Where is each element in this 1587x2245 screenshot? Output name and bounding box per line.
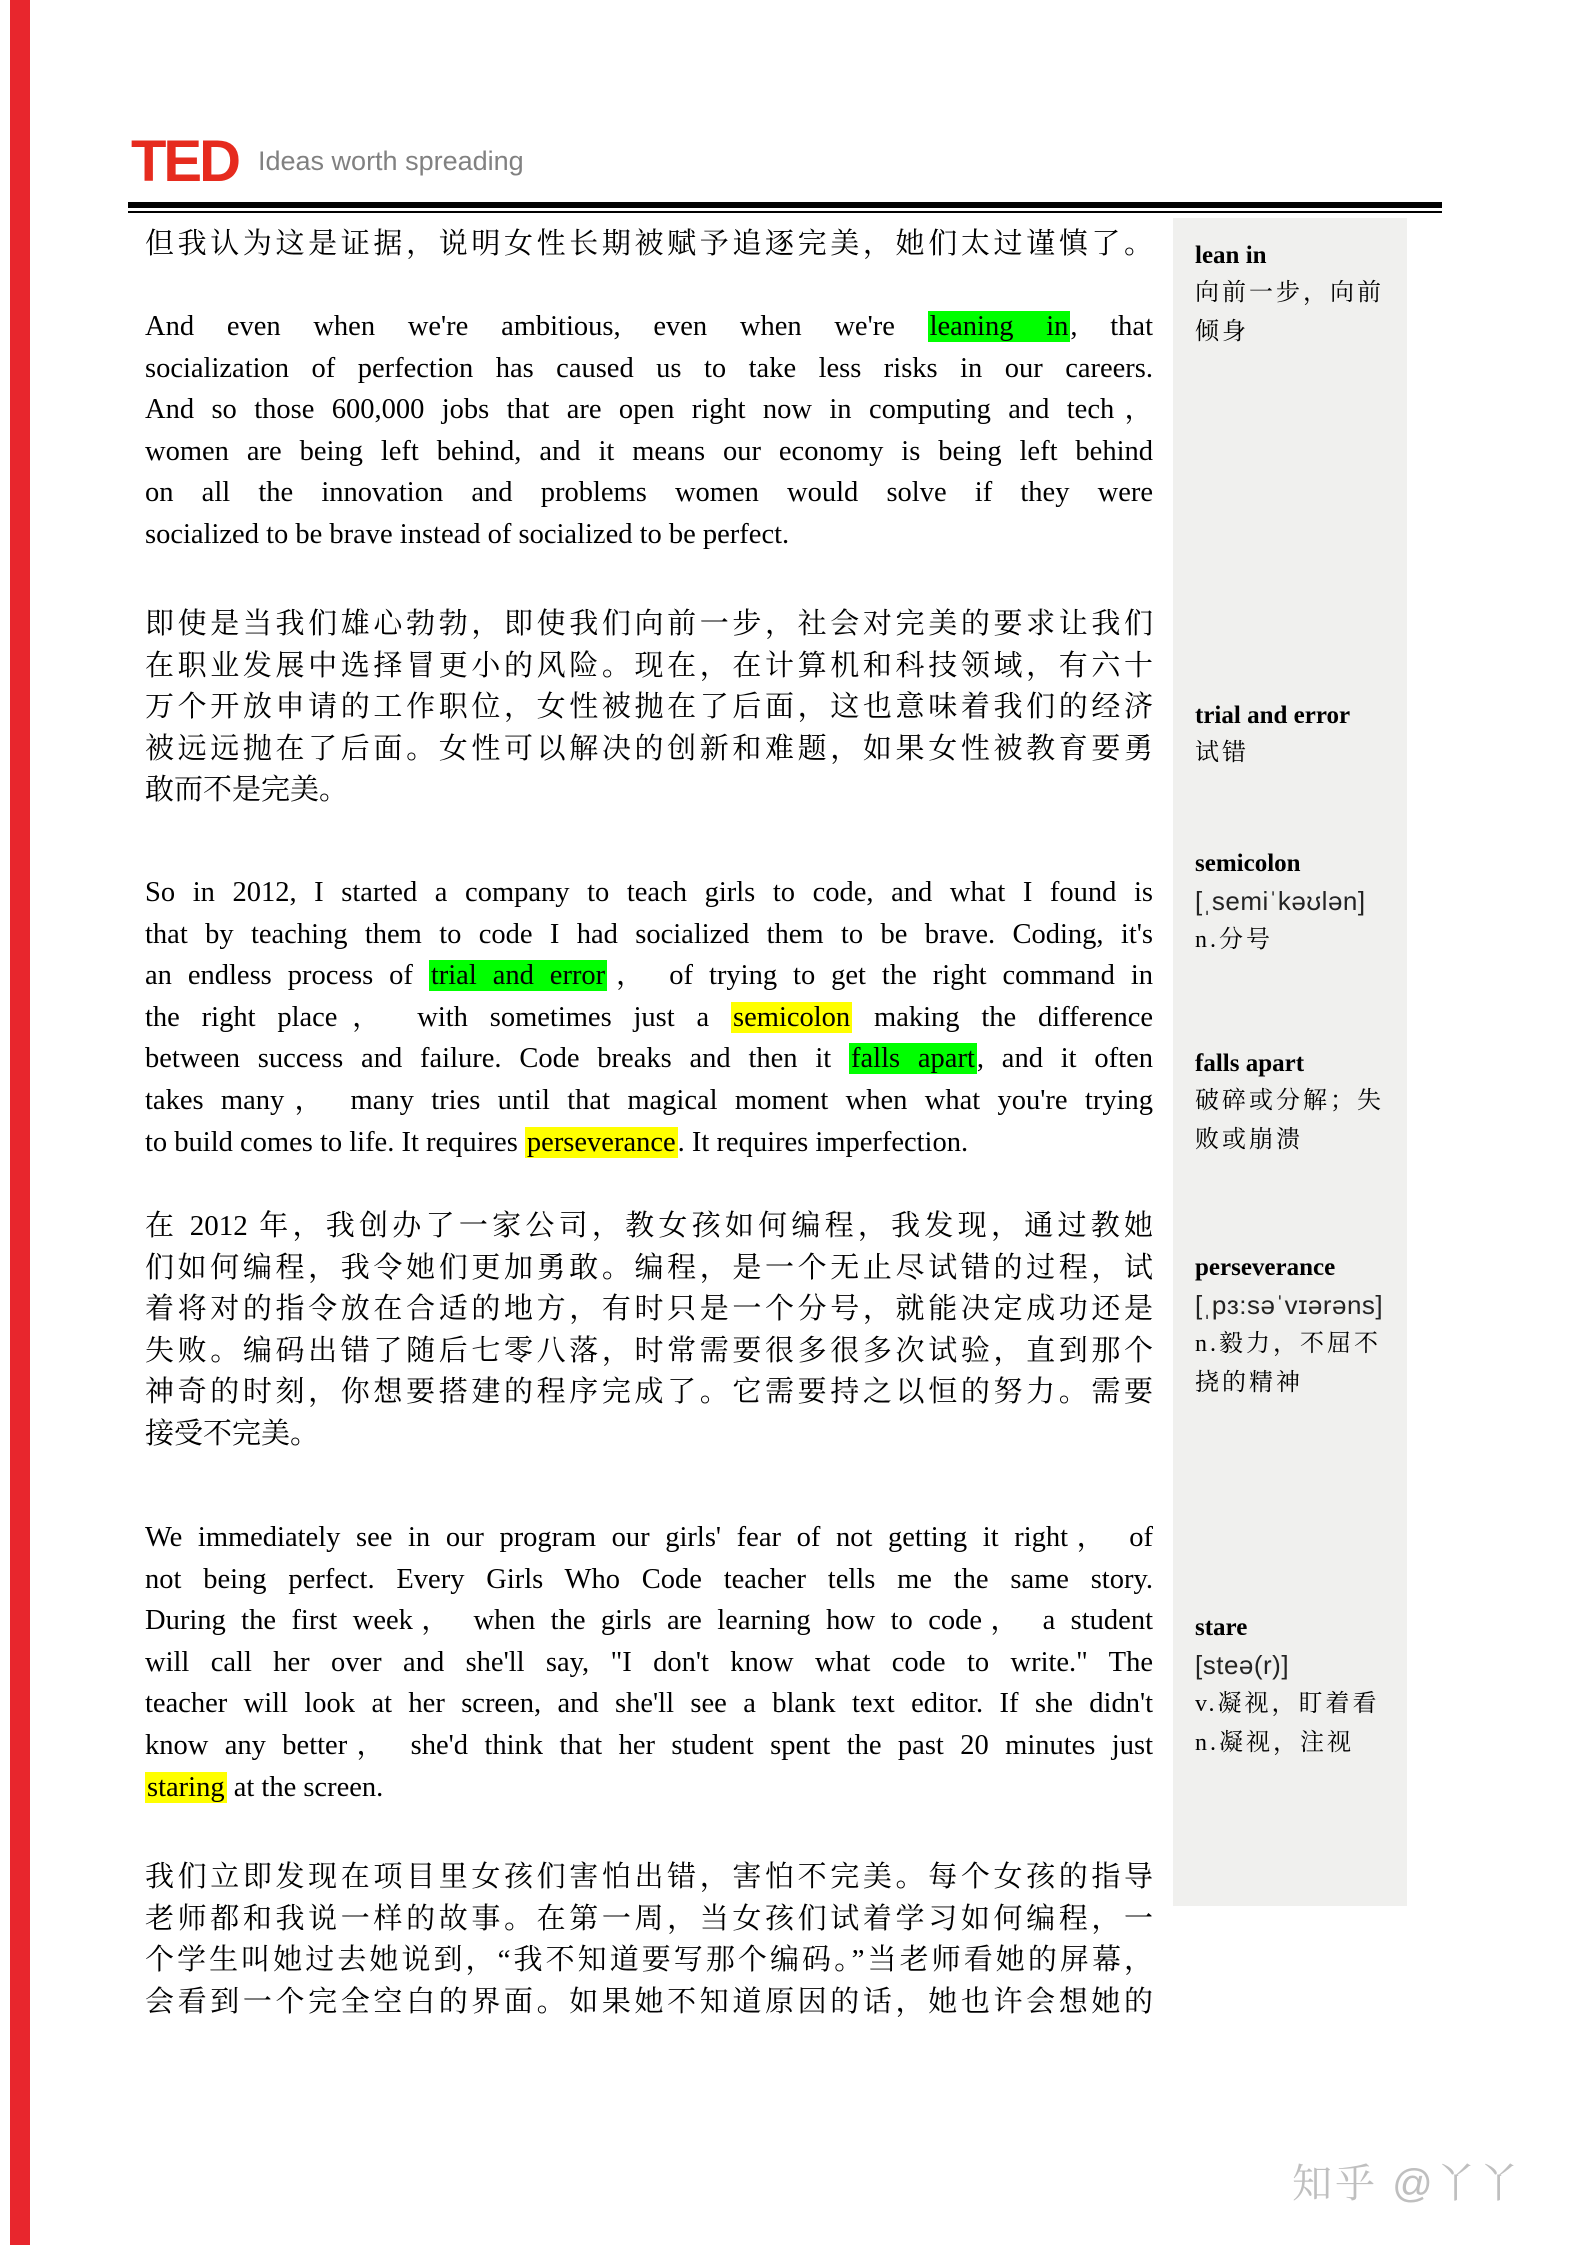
text-segment: , and it often	[976, 1043, 1153, 1075]
highlight-green: trial and error	[430, 960, 606, 992]
text-segment: So in 2012, I started a company to teach girls to code, and what I found is	[145, 877, 1153, 908]
text-line	[145, 1080, 1153, 1122]
text-line	[145, 1517, 1153, 1559]
text-segment: women are being left behind, and it means our economy is being left behind	[145, 435, 1153, 467]
vocab-phonetic: [ˌpɜ:səˈvɪərəns]	[1195, 1290, 1384, 1320]
vocab-phonetic: [ˌsemiˈkəʊlən]	[1195, 886, 1366, 916]
text-segment: 失败。编码出错了随后七零八落，时常需要很多很多次试验，直到那个	[145, 1334, 1153, 1367]
text-segment: And even when we're ambitious, even when we're	[145, 311, 928, 342]
highlight-yellow: perseverance	[526, 1126, 676, 1158]
text-line	[145, 646, 1153, 688]
text-line	[145, 1289, 1153, 1331]
vocab-word: trial and error	[1195, 702, 1351, 729]
text-line	[145, 1857, 1153, 1899]
text-segment: will call her over and she'll say, "I don't know what code to write." The	[145, 1646, 1153, 1678]
vocab-word: semicolon	[1195, 850, 1301, 877]
text-line	[145, 514, 1153, 556]
text-segment: the right place， with sometimes just a	[145, 1001, 732, 1033]
text-line	[145, 1206, 1153, 1248]
text-segment: 即使是当我们雄心勃勃，即使我们向前一步，社会对完美的要求让我们	[145, 608, 1153, 640]
text-segment: 万个开放申请的工作职位，女性被抛在了后面，这也意味着我们的经济	[145, 691, 1153, 724]
text-line	[145, 770, 1153, 812]
text-line	[145, 914, 1153, 956]
vocab-definition: 试错	[1195, 740, 1249, 766]
ted-logo: TED	[131, 129, 238, 194]
text-line	[145, 955, 1153, 997]
text-line	[145, 687, 1153, 729]
paragraph-zh	[145, 604, 1153, 812]
vocab-word: lean in	[1195, 242, 1267, 269]
text-line	[145, 1038, 1153, 1080]
text-line	[145, 306, 1153, 348]
text-segment: 但我认为这是证据，说明女性长期被赋予追逐完美，她们太过谨慎了。	[145, 228, 1153, 260]
text-segment: 我们立即发现在项目里女孩们害怕出错，害怕不完美。每个女孩的指导	[145, 1861, 1153, 1893]
highlight-green: leaning in	[929, 311, 1069, 342]
text-line	[145, 1331, 1153, 1373]
vocab-definition: 倾身	[1195, 319, 1249, 345]
text-line	[145, 1642, 1153, 1684]
text-segment: . It requires imperfection.	[677, 1126, 969, 1158]
paragraph-en	[145, 872, 1153, 1163]
text-segment: 敢而不是完美。	[145, 774, 349, 807]
text-segment: not being perfect. Every Girls Who Code teacher tells me the same story.	[145, 1563, 1153, 1595]
text-segment: socialization of perfection has caused us to take less risks in our careers.	[145, 352, 1153, 384]
vocab-definition: 向前一步，向前	[1195, 280, 1384, 306]
text-line	[145, 224, 1153, 266]
vocab-word: falls apart	[1195, 1050, 1305, 1077]
text-segment: making the difference	[852, 1001, 1154, 1033]
vocab-entry	[1195, 238, 1393, 352]
text-segment: teacher will look at her screen, and she'll see a blank text editor. If she didn't	[145, 1688, 1153, 1720]
vocab-entry	[1195, 698, 1393, 773]
text-segment: know any better， she'd think that her student spent the past 20 minutes just	[145, 1729, 1153, 1761]
highlight-green: falls apart	[851, 1043, 975, 1075]
vocab-word: perseverance	[1195, 1254, 1336, 1281]
text-segment: takes many， many tries until that magical moment when what you're trying	[145, 1084, 1153, 1116]
vocab-definition: n.分号	[1195, 927, 1273, 953]
text-line	[145, 431, 1153, 473]
text-segment: 老师都和我说一样的故事。在第一周，当女孩们试着学习如何编程，一	[145, 1902, 1153, 1935]
vocab-definition: 挠的精神	[1195, 1370, 1303, 1396]
vocab-definition: 破碎或分解；失	[1195, 1088, 1384, 1114]
text-segment: 被远远抛在了后面。女性可以解决的创新和难题，如果女性被教育要勇	[145, 732, 1153, 765]
text-line	[145, 1559, 1153, 1601]
paragraph-zh	[145, 224, 1153, 266]
text-segment: , that	[1070, 311, 1153, 342]
text-line	[145, 1725, 1153, 1767]
vocab-sidebar	[1173, 218, 1407, 1906]
text-line	[145, 1248, 1153, 1290]
vocab-word: stare	[1195, 1614, 1248, 1641]
text-segment: an endless process of	[145, 960, 429, 992]
text-line	[145, 604, 1153, 646]
text-line	[145, 729, 1153, 771]
text-segment: And so those 600,000 jobs that are open right now in computing and tech，	[145, 394, 1153, 426]
text-segment: on all the innovation and problems women would solve if they were	[145, 477, 1153, 509]
text-line	[145, 1899, 1153, 1941]
text-segment: 个学生叫她过去她说到，“我不知道要写那个编码。”当老师看她的屏幕，	[145, 1944, 1153, 1977]
text-segment: During the first week， when the girls are learning how to code， a student	[145, 1605, 1153, 1637]
text-line	[145, 1122, 1153, 1164]
text-line	[145, 997, 1153, 1039]
text-segment: socialized to be brave instead of socialized to be perfect.	[145, 518, 790, 550]
vocab-definition: n.凝视，注视	[1195, 1730, 1354, 1756]
vocab-entry	[1195, 1250, 1393, 1403]
text-line	[145, 872, 1153, 914]
text-line	[145, 1372, 1153, 1414]
text-segment: 在职业发展中选择冒更小的风险。现在，在计算机和科技领域，有六十	[145, 649, 1153, 682]
text-segment: to build comes to life. It requires	[145, 1126, 525, 1158]
text-line	[145, 472, 1153, 514]
text-line	[145, 348, 1153, 390]
text-segment: 会看到一个完全空白的界面。如果她不知道原因的话，她也许会想她的	[145, 1985, 1153, 2018]
text-segment: ， of trying to get the right command in	[607, 960, 1154, 992]
vocab-entry	[1195, 1046, 1393, 1160]
zhihu-watermark: 知乎 @丫丫	[1292, 2162, 1522, 2206]
vocab-definition: 败或崩溃	[1195, 1127, 1303, 1153]
text-line	[145, 1982, 1153, 2024]
text-segment: 们如何编程，我令她们更加勇敢。编程，是一个无止尽试错的过程，试	[145, 1251, 1153, 1284]
text-line	[145, 1940, 1153, 1982]
vocab-definition: v.凝视，盯着看	[1195, 1691, 1380, 1717]
paragraph-zh	[145, 1206, 1153, 1456]
vocab-phonetic: [steə(r)]	[1195, 1650, 1290, 1680]
vocab-entry	[1195, 1610, 1393, 1763]
main-column	[145, 0, 1153, 2245]
paragraph-en	[145, 306, 1153, 556]
text-segment: 神奇的时刻，你想要搭建的程序完成了。它需要持之以恒的努力。需要	[145, 1376, 1153, 1409]
vocab-entry	[1195, 846, 1393, 960]
highlight-yellow: semicolon	[733, 1001, 851, 1033]
text-segment: 在 2012 年，我创办了一家公司，教女孩如何编程，我发现，通过教她	[145, 1210, 1153, 1242]
text-segment: that by teaching them to code I had socialized them to be brave. Coding, it's	[145, 918, 1153, 950]
paragraph-en	[145, 1517, 1153, 1808]
highlight-yellow: staring	[147, 1771, 225, 1803]
text-line	[145, 1767, 1153, 1809]
text-segment: 着将对的指令放在合适的地方，有时只是一个分号，就能决定成功还是	[145, 1293, 1153, 1326]
text-segment: at the screen.	[226, 1771, 384, 1803]
ted-tagline: Ideas worth spreading	[258, 146, 524, 176]
text-line	[145, 389, 1153, 431]
left-red-bar	[10, 0, 30, 2245]
text-segment: 接受不完美。	[145, 1417, 320, 1450]
text-line	[145, 1683, 1153, 1725]
text-segment: We immediately see in our program our girls' fear of not getting it right， of	[145, 1522, 1153, 1553]
text-line	[145, 1600, 1153, 1642]
vocab-definition: n.毅力，不屈不	[1195, 1331, 1381, 1357]
text-line	[145, 1414, 1153, 1456]
text-segment: between success and failure. Code breaks and then it	[145, 1043, 850, 1075]
paragraph-zh	[145, 1857, 1153, 2023]
